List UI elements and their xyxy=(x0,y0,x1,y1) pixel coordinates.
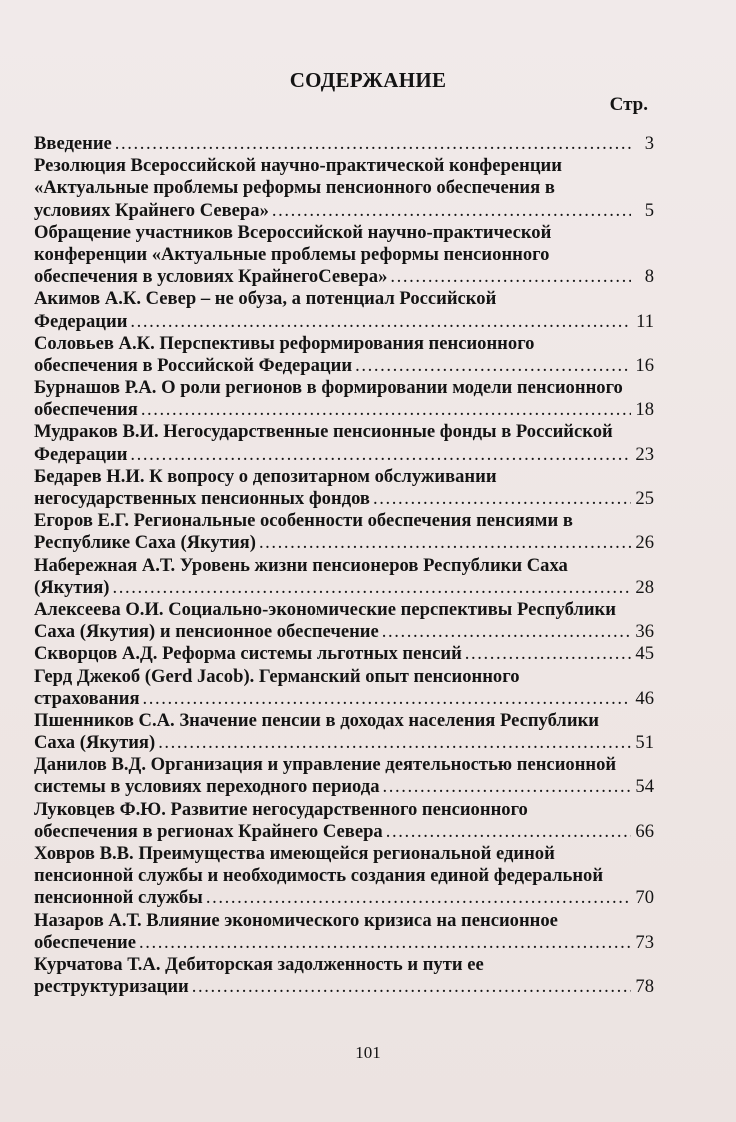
toc-entry-text: обеспечения в регионах Крайнего Севера xyxy=(34,820,383,842)
toc-entry-line: Бедарев Н.И. К вопросу о депозитарном обслуживании xyxy=(34,465,497,487)
toc-entry-text: обеспечения xyxy=(34,399,138,421)
toc-entry xyxy=(34,754,654,798)
toc-entry xyxy=(34,377,654,421)
toc-entry-text: негосударственных пенсионных фондов xyxy=(34,488,370,509)
toc-entry xyxy=(34,910,654,954)
toc-page-number: 5 xyxy=(644,199,654,221)
toc-entry-line: Курчатова Т.А. Дебиторская задолженность и пути ее xyxy=(34,953,484,975)
toc-page-number: 28 xyxy=(635,576,654,598)
dot-leader xyxy=(158,732,631,754)
toc-page-number: 51 xyxy=(635,732,654,754)
dot-leader xyxy=(386,821,631,843)
page-number: 101 xyxy=(355,1043,381,1062)
toc-entry-last-line xyxy=(34,887,654,909)
dot-leader xyxy=(192,976,631,998)
toc-entry-last-line xyxy=(34,821,654,843)
toc-entry-last-line xyxy=(34,932,654,954)
dot-leader xyxy=(373,488,631,510)
toc-entry-last-line xyxy=(34,688,654,710)
toc-entry-last-line xyxy=(34,488,654,510)
toc-entry-line: Бурнашов Р.А. О роли регионов в формировании модели пенсионного xyxy=(34,377,623,399)
toc-page-number: 3 xyxy=(644,133,654,154)
toc-entry-text: обеспечения в Российской Федерации xyxy=(34,354,353,376)
toc-entry xyxy=(34,466,654,510)
toc-entry-text: страхования xyxy=(34,687,140,709)
dot-leader xyxy=(141,399,631,421)
toc-entry-last-line xyxy=(34,355,654,377)
toc-page-number: 78 xyxy=(635,976,654,998)
toc-page-number: 23 xyxy=(635,443,654,465)
toc-entry-text: реструктуризации xyxy=(34,976,189,998)
toc-entry-text: Федерации xyxy=(34,443,128,465)
dot-leader xyxy=(382,621,631,643)
toc-entry-line: Мудраков В.И. Негосударственные пенсионные фонды в Российской xyxy=(34,421,613,443)
page-column-label: Стр. xyxy=(609,94,648,115)
toc-entry-last-line xyxy=(34,311,654,333)
toc-entry-line: Егоров Е.Г. Региональные особенности обеспечения пенсиями в xyxy=(34,510,573,532)
toc-entry-line: Акимов А.К. Север – не обуза, а потенциал Российской xyxy=(34,288,497,310)
toc-page-number: 26 xyxy=(635,532,654,554)
toc-entry xyxy=(34,155,654,222)
toc-entry xyxy=(34,333,654,377)
dot-leader xyxy=(143,688,632,710)
dot-leader xyxy=(383,776,632,798)
dot-leader xyxy=(206,887,631,909)
toc-entry xyxy=(34,421,654,465)
toc-entry xyxy=(34,643,654,665)
toc-entry xyxy=(34,599,654,643)
dot-leader xyxy=(130,444,631,466)
toc-entry-last-line xyxy=(34,444,654,466)
dot-leader xyxy=(130,311,631,333)
dot-leader xyxy=(355,355,631,377)
toc-entry xyxy=(34,799,654,843)
toc-entry-line: Данилов В.Д. Организация и управление деятельностью пенсионной xyxy=(34,754,617,776)
toc-entry-line: Соловьев А.К. Перспективы реформирования пенсионного xyxy=(34,332,535,354)
toc-entry-line: Луковцев Ф.Ю. Развитие негосударственного пенсионного xyxy=(34,798,528,820)
toc-entry xyxy=(34,133,654,155)
toc-entry-text: Республике Саха (Якутия) xyxy=(34,532,256,554)
dot-leader xyxy=(465,643,631,665)
toc-entry xyxy=(34,288,654,332)
toc-entry-line: пенсионной службы и необходимость создания единой федеральной xyxy=(34,865,604,887)
dot-leader xyxy=(112,577,631,599)
toc-page-number: 8 xyxy=(644,266,654,288)
toc-entry-line: Алексеева О.И. Социально-экономические перспективы Республики xyxy=(34,598,616,620)
toc-entry-line: «Актуальные проблемы реформы пенсионного обеспечения в xyxy=(34,177,555,199)
toc-entry-text: обеспечение xyxy=(34,931,137,953)
toc-entry-text: Введение xyxy=(34,133,112,154)
toc-entry-last-line xyxy=(34,776,654,798)
toc-entry-text: Федерации xyxy=(34,310,128,332)
toc-entry-line: Обращение участников Всероссийской научно-практической xyxy=(34,221,552,243)
toc-entry xyxy=(34,555,654,599)
toc-page-number: 73 xyxy=(635,931,654,953)
toc-page-number: 36 xyxy=(635,621,654,643)
toc-entry xyxy=(34,710,654,754)
page-title: СОДЕРЖАНИЕ xyxy=(289,68,447,92)
table-of-contents xyxy=(34,133,654,998)
toc-entry-last-line xyxy=(34,532,654,554)
dot-leader xyxy=(272,200,631,222)
toc-entry xyxy=(34,222,654,289)
toc-page-number: 54 xyxy=(635,776,654,798)
toc-page-number: 66 xyxy=(635,820,654,842)
toc-entry-text: обеспечения в условиях КрайнегоСевера» xyxy=(34,266,388,288)
toc-entry xyxy=(34,510,654,554)
toc-entry-last-line xyxy=(34,621,654,643)
toc-page-number: 16 xyxy=(635,354,654,376)
toc-entry-line: Герд Джекоб (Gerd Jacob). Германский опыт пенсионного xyxy=(34,665,520,687)
toc-entry-line: Назаров А.Т. Влияние экономического кризиса на пенсионное xyxy=(34,909,558,931)
toc-entry-line: Резолюция Всероссийской научно-практической конференции xyxy=(34,155,562,177)
toc-entry-last-line xyxy=(34,643,654,665)
toc-entry-last-line xyxy=(34,399,654,421)
toc-page-number: 45 xyxy=(635,643,654,665)
dot-leader xyxy=(139,932,631,954)
toc-entry-line: конференции «Актуальные проблемы реформы пенсионного xyxy=(34,243,550,265)
toc-page-number: 11 xyxy=(636,310,654,332)
toc-entry-last-line xyxy=(34,133,654,155)
toc-entry xyxy=(34,843,654,910)
toc-entry-text: пенсионной службы xyxy=(34,887,203,909)
dot-leader xyxy=(259,532,631,554)
toc-page-number: 25 xyxy=(635,488,654,509)
toc-entry xyxy=(34,954,654,998)
toc-entry-last-line xyxy=(34,976,654,998)
dot-leader xyxy=(115,133,631,155)
toc-entry-line: Ховров В.В. Преимущества имеющейся региональной единой xyxy=(34,843,555,864)
toc-entry xyxy=(34,666,654,710)
toc-entry-text: Скворцов А.Д. Реформа системы льготных пенсий xyxy=(34,643,462,665)
toc-entry-text: Саха (Якутия) и пенсионное обеспечение xyxy=(34,621,379,643)
toc-entry-line: Пшенников С.А. Значение пенсии в доходах населения Республики xyxy=(34,709,600,731)
toc-page-number: 46 xyxy=(635,687,654,709)
toc-entry-last-line xyxy=(34,266,654,288)
toc-entry-last-line xyxy=(34,200,654,222)
toc-page-number: 18 xyxy=(635,399,654,421)
toc-page-number: 70 xyxy=(635,887,654,909)
dot-leader xyxy=(390,266,631,288)
toc-entry-text: Саха (Якутия) xyxy=(34,732,156,754)
toc-entry-text: условиях Крайнего Севера» xyxy=(34,199,269,221)
toc-entry-line: Набережная А.Т. Уровень жизни пенсионеров Республики Саха xyxy=(34,554,568,576)
toc-entry-text: (Якутия) xyxy=(34,576,110,598)
toc-entry-last-line xyxy=(34,577,654,599)
toc-entry-last-line xyxy=(34,732,654,754)
toc-entry-text: системы в условиях переходного периода xyxy=(34,776,380,798)
